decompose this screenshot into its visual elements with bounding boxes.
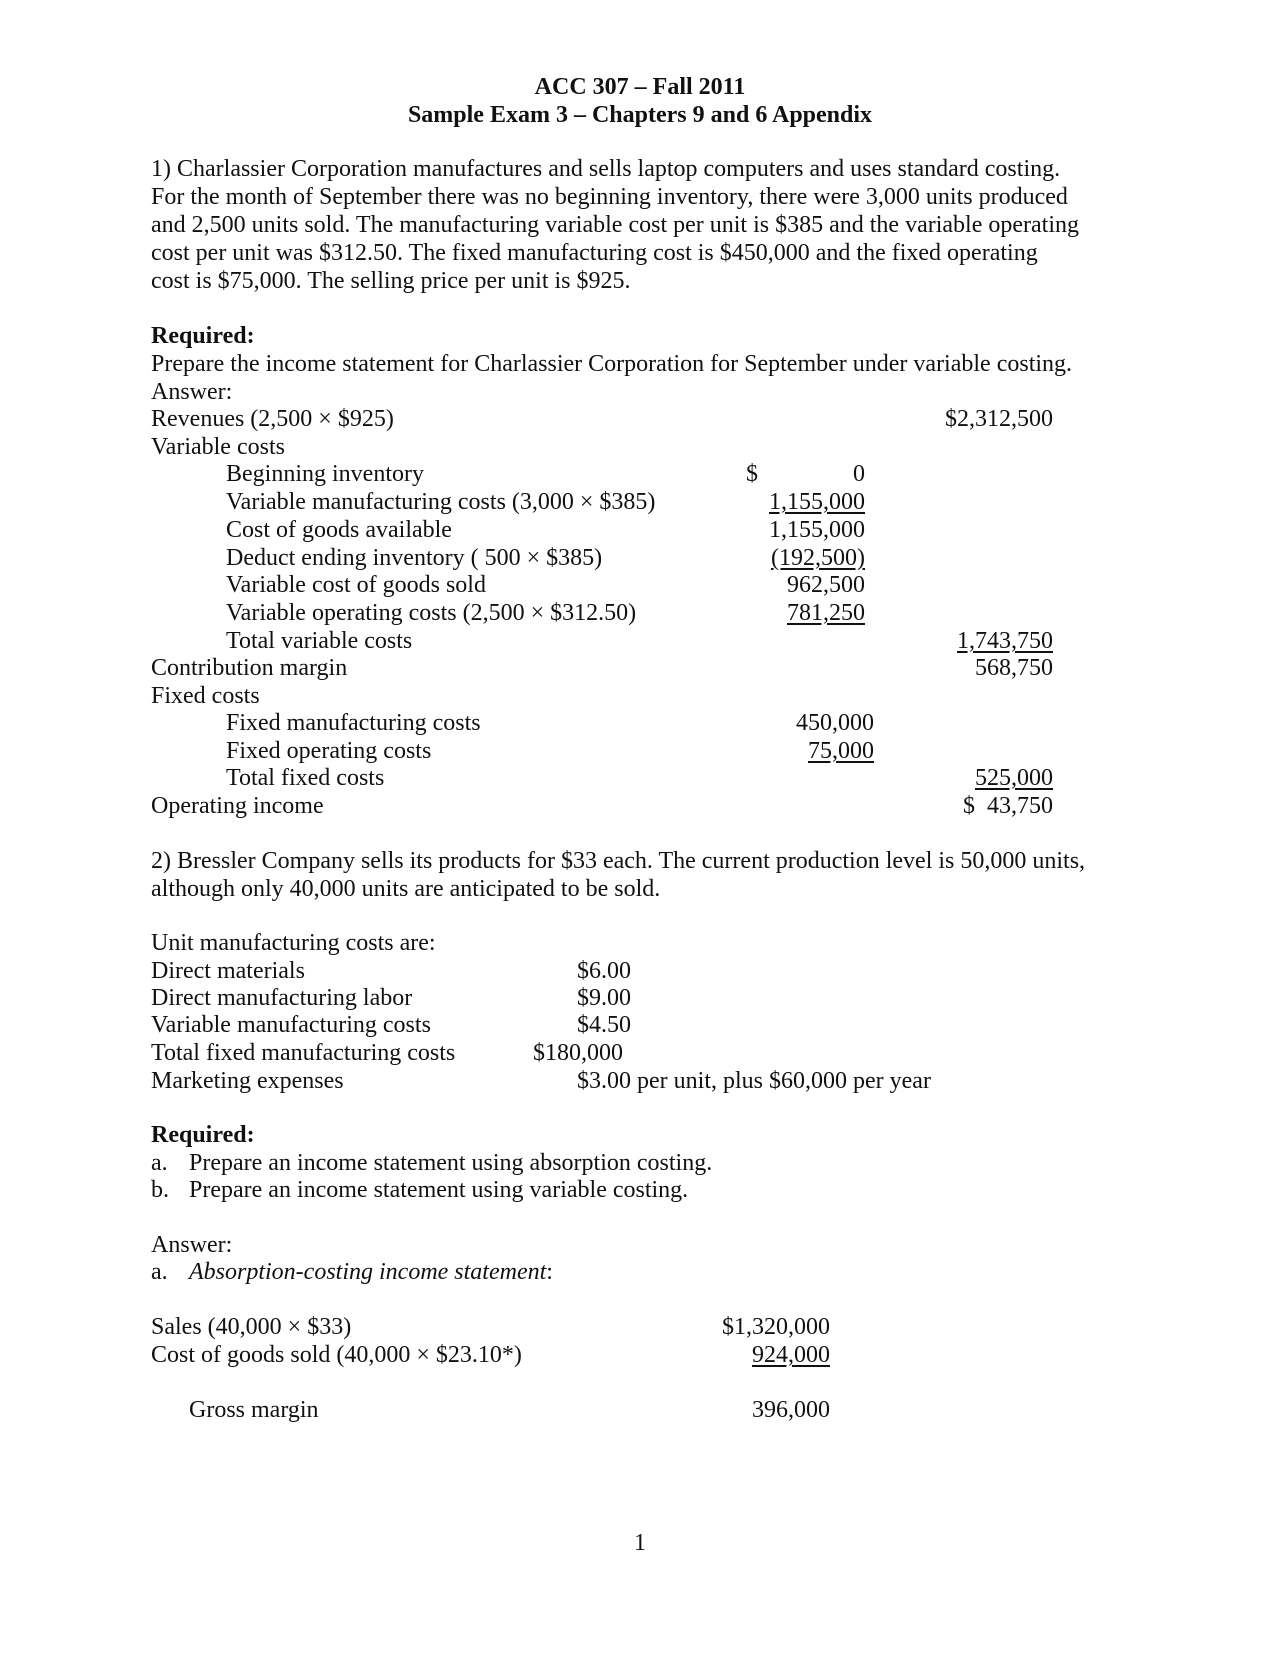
- unit-cost-label: Direct manufacturing labor: [151, 985, 413, 1011]
- req-b-marker: b.: [151, 1177, 169, 1203]
- var-mfg-value: 1,155,000: [769, 489, 865, 515]
- page-number: 1: [634, 1530, 646, 1556]
- ans-a-title: [189, 1258, 553, 1286]
- q1-answer-label: Answer:: [151, 379, 233, 405]
- document-subtitle: Sample Exam 3 – Chapters 9 and 6 Appendix: [407, 102, 873, 128]
- operating-income-label: Operating income: [151, 793, 324, 819]
- unit-cost-label: Total fixed manufacturing costs: [151, 1040, 456, 1066]
- gross-margin-label: Gross margin: [189, 1397, 319, 1423]
- operating-income-value: $ 43,750: [963, 793, 1053, 819]
- document-title: ACC 307 – Fall 2011: [534, 74, 746, 100]
- contribution-margin-label: Contribution margin: [151, 655, 348, 681]
- q2-line: although only 40,000 units are anticipated to be sold.: [151, 876, 661, 902]
- fixed-mfg-value: 450,000: [796, 710, 874, 736]
- beginning-inventory-value: 0: [853, 461, 865, 487]
- variable-costs-heading: Variable costs: [151, 434, 285, 460]
- sales-value: $1,320,000: [722, 1314, 830, 1340]
- fixed-costs-heading: Fixed costs: [151, 683, 260, 709]
- unit-cost-label: Direct materials: [151, 958, 305, 984]
- q2-line: 2) Bressler Company sells its products for $33 each. The current production level is 50,000 units,: [151, 848, 1086, 874]
- q1-line: 1) Charlassier Corporation manufactures and sells laptop computers and uses standard costing.: [151, 156, 1061, 182]
- revenues-value: $2,312,500: [945, 406, 1053, 432]
- unit-cost-value: $4.50: [577, 1012, 631, 1038]
- q1-line: and 2,500 units sold. The manufacturing variable cost per unit is $385 and the variable operating: [151, 212, 1079, 238]
- cogs-value: 924,000: [752, 1342, 830, 1368]
- var-cogs-value: 962,500: [787, 572, 865, 598]
- unit-cost-value: $3.00 per unit, plus $60,000 per year: [577, 1068, 931, 1094]
- q1-required-text: Prepare the income statement for Charlassier Corporation for September under variable costing.: [151, 351, 1073, 377]
- cogs-available-value: 1,155,000: [769, 517, 865, 543]
- var-cogs-label: Variable cost of goods sold: [226, 572, 486, 598]
- var-mfg-label: Variable manufacturing costs (3,000 × $385): [226, 489, 656, 515]
- var-op-label: Variable operating costs (2,500 × $312.50): [226, 600, 637, 626]
- cogs-available-label: Cost of goods available: [226, 517, 452, 543]
- ans-a-marker: a.: [151, 1259, 168, 1285]
- fixed-mfg-label: Fixed manufacturing costs: [226, 710, 481, 736]
- unit-cost-value: $6.00: [577, 958, 631, 984]
- unit-costs-heading: Unit manufacturing costs are:: [151, 930, 436, 956]
- dollar-sign: $: [746, 461, 758, 487]
- q1-line: cost per unit was $312.50. The fixed manufacturing cost is $450,000 and the fixed operating: [151, 240, 1038, 266]
- sales-label: Sales (40,000 × $33): [151, 1314, 352, 1340]
- q2-required-heading: Required:: [151, 1122, 255, 1148]
- unit-cost-label: Variable manufacturing costs: [151, 1012, 431, 1038]
- var-op-value: 781,250: [787, 600, 865, 626]
- ending-inventory-value: (192,500): [771, 545, 865, 571]
- cogs-label: Cost of goods sold (40,000 × $23.10*): [151, 1342, 522, 1368]
- total-var-value: 1,743,750: [957, 628, 1053, 654]
- total-fixed-value: 525,000: [975, 765, 1053, 791]
- beginning-inventory-label: Beginning inventory: [226, 461, 424, 487]
- contribution-margin-value: 568,750: [975, 655, 1053, 681]
- total-fixed-label: Total fixed costs: [226, 765, 385, 791]
- ending-inventory-label: Deduct ending inventory ( 500 × $385): [226, 545, 603, 571]
- req-a-marker: a.: [151, 1150, 168, 1176]
- q1-required-heading: Required:: [151, 323, 255, 349]
- gross-margin-value: 396,000: [752, 1397, 830, 1423]
- req-a-text: Prepare an income statement using absorption costing.: [189, 1150, 713, 1176]
- q1-line: For the month of September there was no beginning inventory, there were 3,000 units produced: [151, 184, 1068, 210]
- ans-a-title-text: Absorption-costing income statement: [189, 1259, 547, 1285]
- q1-line: cost is $75,000. The selling price per unit is $925.: [151, 268, 631, 294]
- fixed-op-value: 75,000: [808, 738, 874, 764]
- unit-cost-value: $9.00: [577, 985, 631, 1011]
- ans-a-colon: :: [546, 1259, 553, 1285]
- req-b-text: Prepare an income statement using variable costing.: [189, 1177, 689, 1203]
- unit-cost-value: $180,000: [533, 1040, 623, 1066]
- revenues-label: Revenues (2,500 × $925): [151, 406, 394, 432]
- fixed-op-label: Fixed operating costs: [226, 738, 432, 764]
- unit-cost-label: Marketing expenses: [151, 1068, 344, 1094]
- q2-answer-label: Answer:: [151, 1232, 233, 1258]
- total-var-label: Total variable costs: [226, 628, 413, 654]
